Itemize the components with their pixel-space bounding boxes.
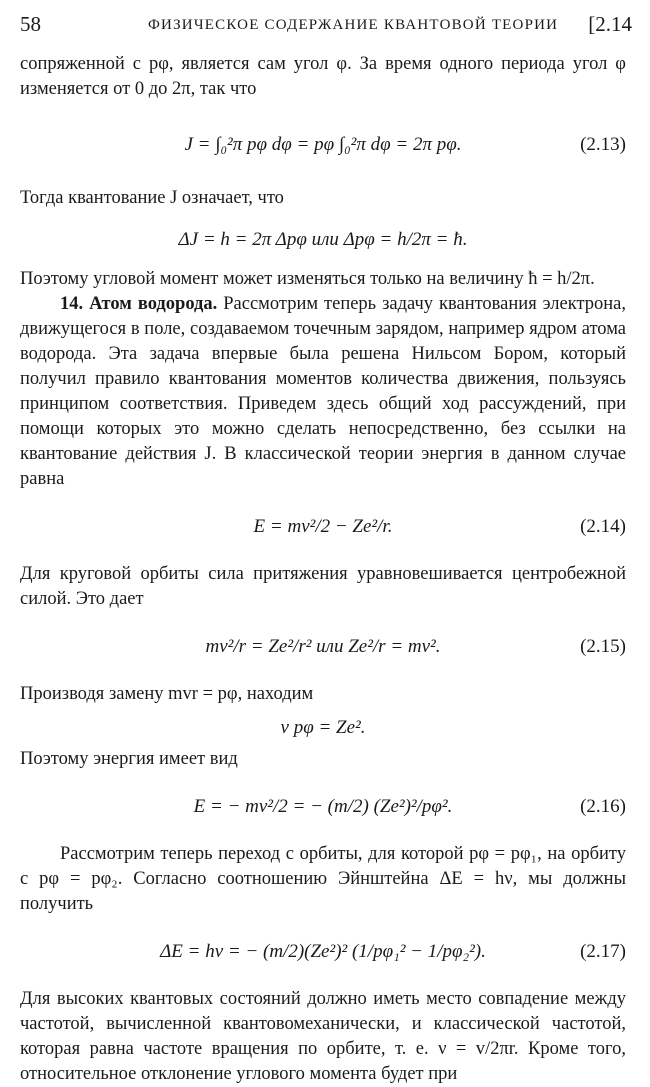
equation-number: (2.15) [580,636,626,657]
page-number: 58 [20,12,41,36]
equation-expression: v pφ = Ze². [280,717,366,738]
page-body [20,52,626,1087]
equation-delta-j [20,211,626,267]
equation-expression: E = mv²/2 − Ze²/r. [253,516,393,537]
equation-2-15 [20,612,626,682]
equation-number: (2.16) [580,796,626,817]
paragraph: Рассмотрим теперь переход с орбиты, для которой pφ = pφ₁, на орбиту с pφ = pφ₂. Согласно соотношению Эйнштейна ΔE = hν, мы должны получить [20,844,626,914]
paragraph: Поэтому угловой момент может изменяться только на величину ħ = h/2π. [20,269,595,289]
paragraph: Поэтому энергия имеет вид [20,749,238,769]
equation-number: (2.14) [580,516,626,537]
section-marker: [2.14 [588,12,632,36]
equation-v-p [20,707,626,747]
paragraph [20,292,626,492]
paragraph: Тогда квантование J означает, что [20,188,284,208]
section-heading: 14. Атом водорода. [60,294,218,314]
equation-expression: ΔJ = h = 2π Δpφ или Δpφ = h/2π = ħ. [178,229,468,250]
equation-2-13 [20,102,626,186]
page-header [18,8,632,38]
equation-2-17 [20,917,626,987]
equation-number: (2.17) [580,941,626,962]
equation-expression: E = − mv²/2 = − (m/2) (Ze²)²/pφ². [193,796,453,817]
equation-number: (2.13) [580,134,626,155]
paragraph-text: Рассмотрим теперь задачу квантования электрона, движущегося в поле, создаваемом точечным зарядом, например ядром атома водорода. Эта задача впервые была решена Нильсом Бором, который получил правило квантования моментов количества движения, пользуясь принципом соответствия. Приведем здесь общий ход рассуждений, при помощи которых это можно сделать непосредственно, без ссылки на квантование действия J. В классической теории энергия в данном случае равна [20,294,627,489]
paragraph: Производя замену mvr = pφ, находим [20,684,314,704]
paragraph: Для круговой орбиты сила притяжения уравновешивается центробежной силой. Это дает [20,564,626,609]
equation-expression: ΔE = hν = − (m/2)(Ze²)² (1/pφ₁² − 1/pφ₂²). [160,941,486,962]
equation-expression: mv²/r = Ze²/r² или Ze²/r = mv². [205,636,441,657]
equation-2-16 [20,772,626,842]
paragraph: Для высоких квантовых состояний должно иметь место совпадение между частотой, вычисленной квантовомеханически, и классической частотой, которая равна частоте вращения по орбите, т. е. ν = v/2πr. Кроме того, относительное отклонение углового момента будет при [20,989,626,1084]
paragraph: сопряженной с pφ, является сам угол φ. За время одного периода угол φ изменяется от 0 до 2π, так что [20,54,626,99]
equation-expression: J = ∫₀²π pφ dφ = pφ ∫₀²π dφ = 2π pφ. [184,134,462,155]
running-title: ФИЗИЧЕСКОЕ СОДЕРЖАНИЕ КВАНТОВОЙ ТЕОРИИ [148,17,559,33]
equation-2-14 [20,492,626,562]
